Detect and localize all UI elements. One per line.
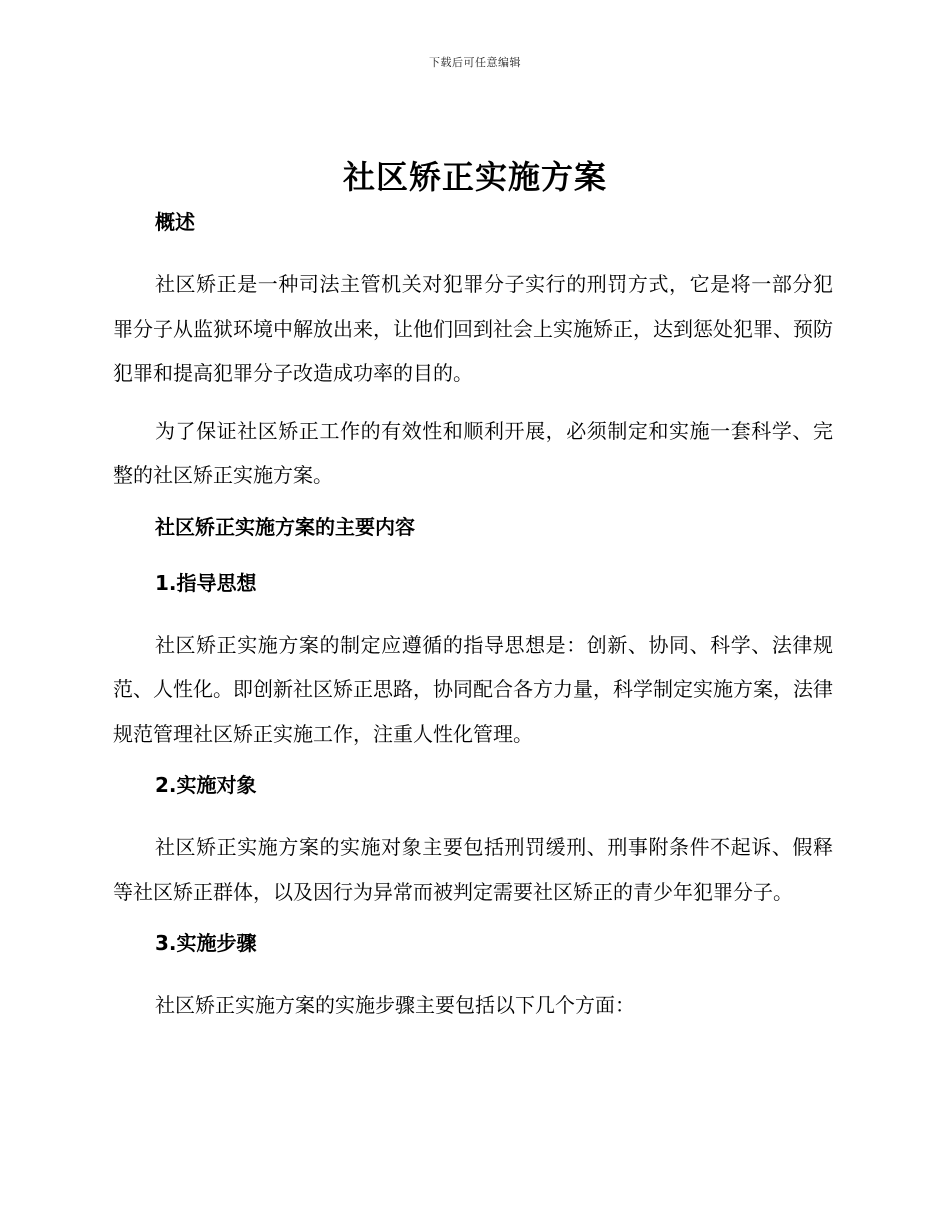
paragraph-overview-2: 为了保证社区矫正工作的有效性和顺利开展，必须制定和实施一套科学、完整的社区矫正实施方案。 [113, 418, 833, 487]
section-heading-target-group: 2.实施对象 [155, 773, 257, 797]
section-heading-overview: 概述 [155, 210, 195, 234]
document-body [113, 206, 833, 1028]
section-heading-implementation-steps: 3.实施步骤 [155, 931, 257, 955]
paragraph-target-group: 社区矫正实施方案的实施对象主要包括刑罚缓刑、刑事附条件不起诉、假释等社区矫正群体，以及因行为异常而被判定需要社区矫正的青少年犯罪分子。 [113, 835, 833, 904]
document-title: 社区矫正实施方案 [342, 158, 607, 196]
paragraph-implementation-steps: 社区矫正实施方案的实施步骤主要包括以下几个方面： [155, 993, 635, 1017]
section-heading-guiding-ideology: 1.指导思想 [155, 570, 257, 595]
page-header-note: 下载后可任意编辑 [429, 56, 521, 69]
section-heading-main-content: 社区矫正实施方案的主要内容 [155, 514, 415, 539]
paragraph-overview-1: 社区矫正是一种司法主管机关对犯罪分子实行的刑罚方式，它是将一部分犯罪分子从监狱环境中解放出来，让他们回到社会上实施矫正，达到惩处犯罪、预防犯罪和提高犯罪分子改造成功率的目的。 [113, 272, 833, 385]
paragraph-guiding-ideology: 社区矫正实施方案的制定应遵循的指导思想是：创新、协同、科学、法律规范、人性化。即创新社区矫正思路，协同配合各方力量，科学制定实施方案，法律规范管理社区矫正实施工作，注重人性化管理。 [113, 632, 833, 746]
